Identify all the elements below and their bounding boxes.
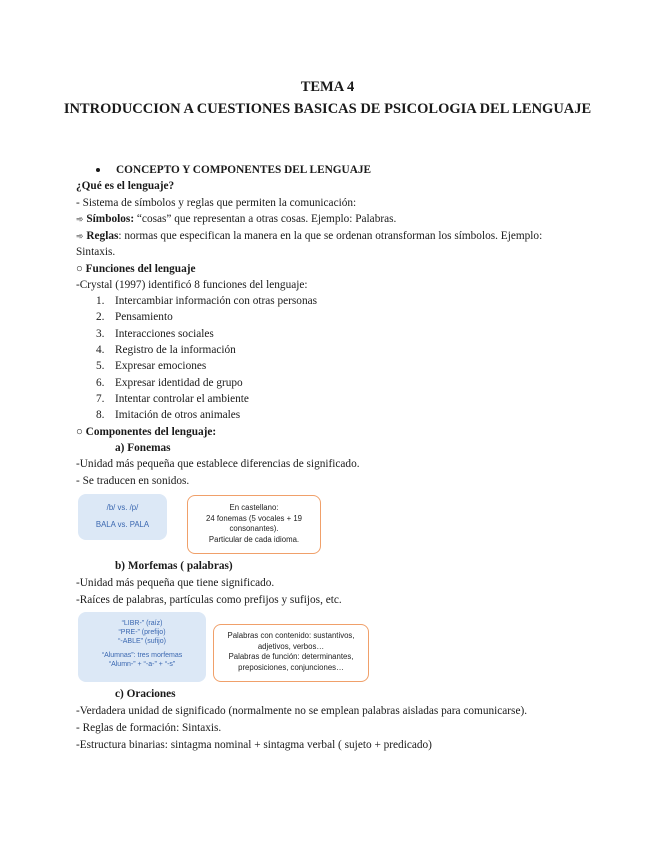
reglas-text: : normas que especifican la manera en la que se ordenan otransforman los símbolos. Ejemplo: [118,230,543,242]
list-item-number: 8. [96,409,105,421]
arrow-icon: ➾ [76,231,84,241]
section-heading-text: CONCEPTO Y COMPONENTES DEL LENGUAJE [116,164,372,176]
morfemas-example-line: “Alumn-” + “-a-” + “-s” [108,661,176,669]
list-item: Registro de la información [115,344,236,356]
list-item-number: 3. [96,328,105,340]
morfemas-example-line: “Alumnas”: tres morfemas [101,652,183,660]
definition-text: - Sistema de símbolos y reglas que permiten la comunicación: [76,197,357,209]
document-title: INTRODUCCION A CUESTIONES BASICAS DE PSICOLOGIA DEL LENGUAJE [63,101,592,117]
funciones-intro: -Crystal (1997) identificó 8 funciones del lenguaje: [76,279,308,291]
fonemas-note-box [187,495,321,554]
list-item: Intentar controlar el ambiente [115,393,249,405]
list-item: Imitación de otros animales [115,409,241,421]
list-item: Pensamiento [115,311,173,323]
circle-bullet-icon: ○ [76,263,83,275]
morfemas-note-line: Palabras con contenido: sustantivos, [227,631,355,640]
componentes-heading-text: Componentes del lenguaje: [85,426,217,438]
morfemas-line1: -Unidad más pequeña que tiene significado. [76,577,275,589]
tema-number: TEMA 4 [300,79,355,95]
fonemas-note-line: Particular de cada idioma. [208,534,300,544]
fonemas-note-line: consonantes). [229,524,279,534]
list-item: Expresar emociones [115,360,207,372]
reglas-text-continuation: Sintaxis. [76,246,116,258]
morfemas-example-box [78,612,206,682]
fonemas-example-line: /b/ vs. /p/ [106,503,139,512]
morfemas-note-line: Palabras de función: determinantes, [228,652,354,662]
oraciones-line1: -Verdadera unidad de significado (normalmente no se emplean palabras aisladas para comunicarse). [76,705,528,717]
morfemas-heading: b) Morfemas ( palabras) [115,560,233,572]
bullet-icon [96,168,100,172]
fonemas-line1: -Unidad más pequeña que establece diferencias de significado. [76,458,360,470]
list-item-number: 1. [96,295,105,307]
morfemas-line2: -Raíces de palabras, partículas como prefijos y sufijos, etc. [76,594,342,606]
list-item-number: 4. [96,344,105,356]
morfemas-note-line: adjetivos, verbos… [257,641,325,651]
morfemas-example-line: “PRE-” (prefijo) [118,629,166,637]
list-item: Interacciones sociales [115,328,214,340]
reglas-label: Reglas [86,230,119,242]
list-item-number: 7. [96,393,105,405]
oraciones-heading: c) Oraciones [115,688,176,700]
morfemas-example-line: “-ABLE” (sufijo) [118,638,166,646]
list-item-number: 6. [96,377,105,389]
morfemas-note-line: preposiciones, conjunciones… [238,662,344,672]
fonemas-example-box [78,494,167,540]
question-heading: ¿Qué es el lenguaje? [76,180,175,192]
reglas-line [76,230,542,242]
list-item-number: 5. [96,360,105,372]
fonemas-heading: a) Fonemas [115,442,171,454]
list-item: Intercambiar información con otras personas [115,295,318,307]
funciones-heading [76,263,196,275]
simbolos-line [76,213,396,225]
circle-bullet-icon: ○ [76,426,83,438]
fonemas-note-line: En castellano: [229,503,279,512]
simbolos-text: “cosas” que representan a otras cosas. Ejemplo: Palabras. [134,213,397,225]
fonemas-note-line: 24 fonemas (5 vocales + 19 [205,513,302,523]
arrow-icon: ➾ [76,214,84,224]
section-heading-concepto [96,164,371,176]
simbolos-label: Símbolos: [86,213,135,225]
list-item-number: 2. [96,311,105,323]
oraciones-line2: - Reglas de formación: Sintaxis. [76,722,222,734]
fonemas-line2: - Se traducen en sonidos. [76,475,190,487]
componentes-heading [76,426,216,438]
oraciones-line3: -Estructura binarias: sintagma nominal + sintagma verbal ( sujeto + predicado) [76,739,432,751]
fonemas-example-line: BALA vs. PALA [95,519,150,529]
morfemas-example-line: “LIBR-” (raíz) [121,620,163,627]
list-item: Expresar identidad de grupo [115,377,243,389]
morfemas-note-box [213,624,369,682]
funciones-heading-text: Funciones del lenguaje [85,263,196,275]
